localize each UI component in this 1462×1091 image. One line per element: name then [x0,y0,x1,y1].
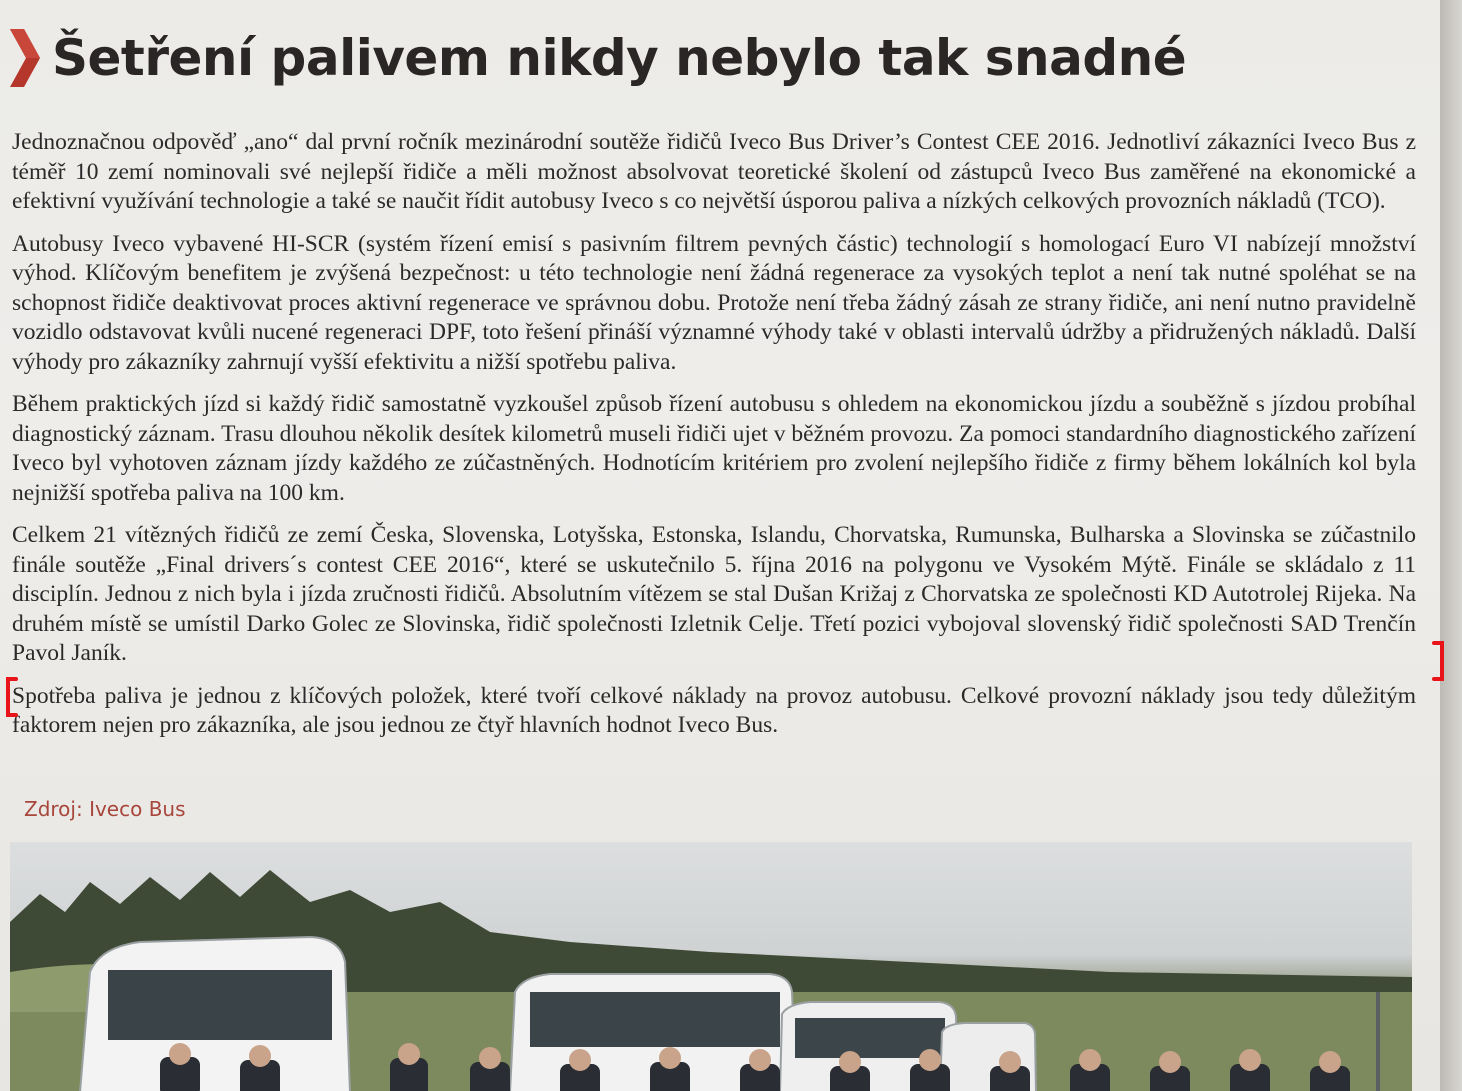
page-edge-shadow [1440,0,1462,1091]
source-credit: Zdroj: Iveco Bus [24,797,186,821]
article-body [12,128,1416,754]
chevron-right-icon [6,23,44,93]
article-title: Šetření palivem nikdy nebylo tak snadné [52,29,1187,87]
right-bracket-mark [1432,640,1446,682]
buses-and-drivers-photo [10,842,1412,1091]
paragraph-intro: Jednoznačnou odpověď „ano“ dal první ročník mezinárodní soutěže řidičů Iveco Bus Driver’s Contest CEE 2016. Jednotliví zákazníci Iveco Bus z téměř 10 zemí nominovali své nejlepší řidiče a měli možnost absolvovat teoretické školení od zástupců Iveco Bus zaměřené na ekonomické a efektivní využívání technologie a také se naučit řídit autobusy Iveco s co největší úsporou paliva a nízkých celkových provozních nákladů (TCO). [12,129,1416,214]
paragraph-fuel-consumption: Spotřeba paliva je jednou z klíčových položek, které tvoří celkové náklady na provoz autobusu. Celkové provozní náklady jsou tedy důležitým faktorem nejen pro zákazníka, ale jsou jednou ze čtyř hlavních hodnot Iveco Bus. [12,682,1416,738]
paragraph-final-results: Celkem 21 vítězných řidičů ze zemí Česka, Slovenska, Lotyšska, Estonska, Islandu, Chorvatska, Rumunska, Bulharska a Slovinska se zúčastnilo finále soutěže „Final drivers´s contest CEE 2016“, které se uskutečnilo 5. října 2016 na polygonu ve Vysokém Mýtě. Finále se skládalo z 11 disciplín. Jednou z nich byla i jízda zručnosti řidičů. Absolutním vítězem se stal Dušan Križaj z Chorvatska ze společnosti KD Autotrolej Rijeka. Na druhém místě se umístil Darko Golec ze Slovinska, řidič společnosti Izletnik Celje. Třetí pozici vybojoval slovenský řidič společnosti SAD Trenčín Pavol Janík. [12,522,1416,666]
title-row [6,18,1186,98]
paragraph-technology: Autobusy Iveco vybavené HI-SCR (systém řízení emisí s pasivním filtrem pevných částic) technologií s homologací Euro VI nabízejí množství výhod. Klíčovým benefitem je zvýšená bezpečnost: u této technologie není žádná regenerace za vysokých teplot a není tak nutné spoléhat se na schopnost řidiče deaktivovat proces aktivní regenerace ve správnou dobu. Protože není třeba žádný zásah ze strany řidiče, ani není nutno pravidelně vozidlo odstavovat kvůli nucené regeneraci DPF, toto řešení přináší významné výhody také v oblasti intervalů údržby a přidružených nákladů. Další výhody pro zákazníky zahrnují vyšší efektivitu a nižší spotřebu paliva. [12,230,1416,375]
paragraph-practical-drives: Během praktických jízd si každý řidič samostatně vyzkoušel způsob řízení autobusu s ohledem na ekonomickou jízdu a souběžně s jízdou probíhal diagnostický záznam. Trasu dlouhou několik desítek kilometrů museli řidiči ujet v běžném provozu. Za pomoci standardního diagnostického zařízení Iveco byl vyhotoven záznam jízdy každého ze zúčastněných. Hodnotícím kritériem pro zvolení nejlepšího řidiče z firmy během lokálních kol byla nejnižší spotřeba paliva na 100 km. [12,391,1416,506]
group-photo [10,842,1412,1091]
left-bracket-mark [4,676,18,718]
